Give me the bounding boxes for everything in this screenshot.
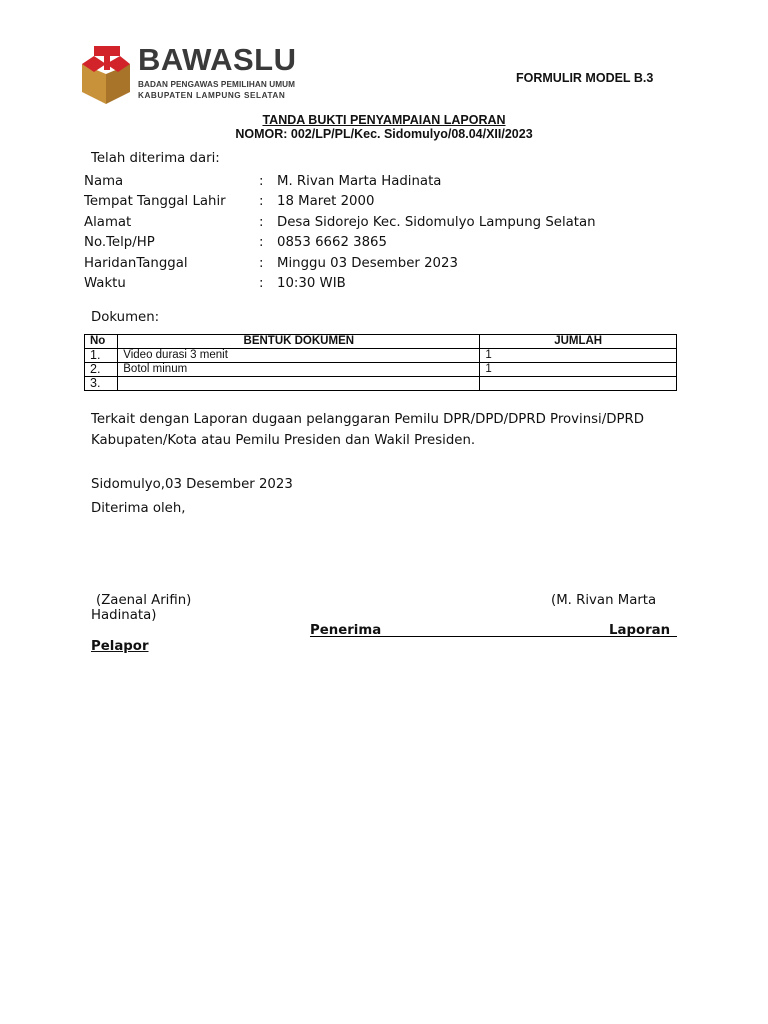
documents-table — [84, 334, 677, 391]
role-penerima: Penerima — [310, 623, 382, 638]
field-value-ttl: 18 Maret 2000 — [277, 194, 375, 209]
place-date: Sidomulyo,03 Desember 2023 — [91, 477, 293, 492]
row-no: 1. — [85, 349, 118, 363]
logo-subtitle-agency: BADAN PENGAWAS PEMILIHAN UMUM — [138, 80, 296, 89]
field-label-alamat: Alamat — [84, 215, 132, 230]
row-quantity: 1 — [480, 349, 677, 363]
row-no: 2. — [85, 363, 118, 377]
logo-wordmark: BAWASLU — [138, 42, 297, 77]
received-from-label: Telah diterima dari: — [91, 151, 220, 166]
signature-name-left: (Zaenal Arifin) — [96, 593, 192, 608]
signature-name-right: (M. Rivan Marta — [551, 593, 657, 608]
table-row — [85, 377, 677, 391]
row-document: Video durasi 3 menit — [118, 349, 480, 363]
document-title: TANDA BUKTI PENYAMPAIAN LAPORAN — [262, 113, 506, 127]
form-model-label: FORMULIR MODEL B.3 — [516, 71, 654, 85]
paragraph-line-1: Terkait dengan Laporan dugaan pelanggaran Pemilu DPR/DPD/DPRD Provinsi/DPRD — [91, 412, 644, 427]
received-by-label: Diterima oleh, — [91, 501, 186, 516]
table-header-row — [85, 335, 677, 349]
field-separator: : — [259, 276, 264, 291]
logo-subtitle-region: KABUPATEN LAMPUNG SELATAN — [138, 91, 286, 100]
field-label-hari-tanggal: HaridanTanggal — [84, 256, 188, 271]
table-row — [85, 349, 677, 363]
table-row — [85, 363, 677, 377]
field-separator: : — [259, 256, 264, 271]
documents-label: Dokumen: — [91, 310, 160, 325]
field-value-alamat: Desa Sidorejo Kec. Sidomulyo Lampung Selatan — [277, 215, 596, 230]
field-value-hari-tanggal: Minggu 03 Desember 2023 — [277, 256, 458, 271]
row-document: Botol minum — [118, 363, 480, 377]
field-separator: : — [259, 174, 264, 189]
field-label-telp: No.Telp/HP — [84, 235, 155, 250]
field-separator: : — [259, 215, 264, 230]
document-number: NOMOR: 002/LP/PL/Kec. Sidomulyo/08.04/XII/2023 — [235, 127, 533, 141]
field-label-ttl: Tempat Tanggal Lahir — [84, 194, 226, 209]
role-laporan: Laporan — [609, 623, 671, 638]
field-label-waktu: Waktu — [84, 276, 126, 291]
field-value-nama: M. Rivan Marta Hadinata — [277, 174, 442, 189]
field-value-telp: 0853 6662 3865 — [277, 235, 387, 250]
row-quantity — [480, 377, 677, 391]
field-value-waktu: 10:30 WIB — [277, 276, 346, 291]
header-jumlah: JUMLAH — [480, 335, 677, 349]
field-separator: : — [259, 235, 264, 250]
row-document — [118, 377, 480, 391]
header-no: No — [85, 335, 118, 349]
field-label-nama: Nama — [84, 174, 124, 189]
header-bentuk-dokumen: BENTUK DOKUMEN — [118, 335, 480, 349]
row-no: 3. — [85, 377, 118, 391]
signature-name-right-continued: Hadinata) — [91, 608, 157, 623]
field-separator: : — [259, 194, 264, 209]
role-pelapor: Pelapor — [91, 639, 149, 654]
paragraph-line-2: Kabupaten/Kota atau Pemilu Presiden dan Wakil Presiden. — [91, 433, 476, 448]
bawaslu-logo-icon — [80, 42, 132, 106]
row-quantity: 1 — [480, 363, 677, 377]
